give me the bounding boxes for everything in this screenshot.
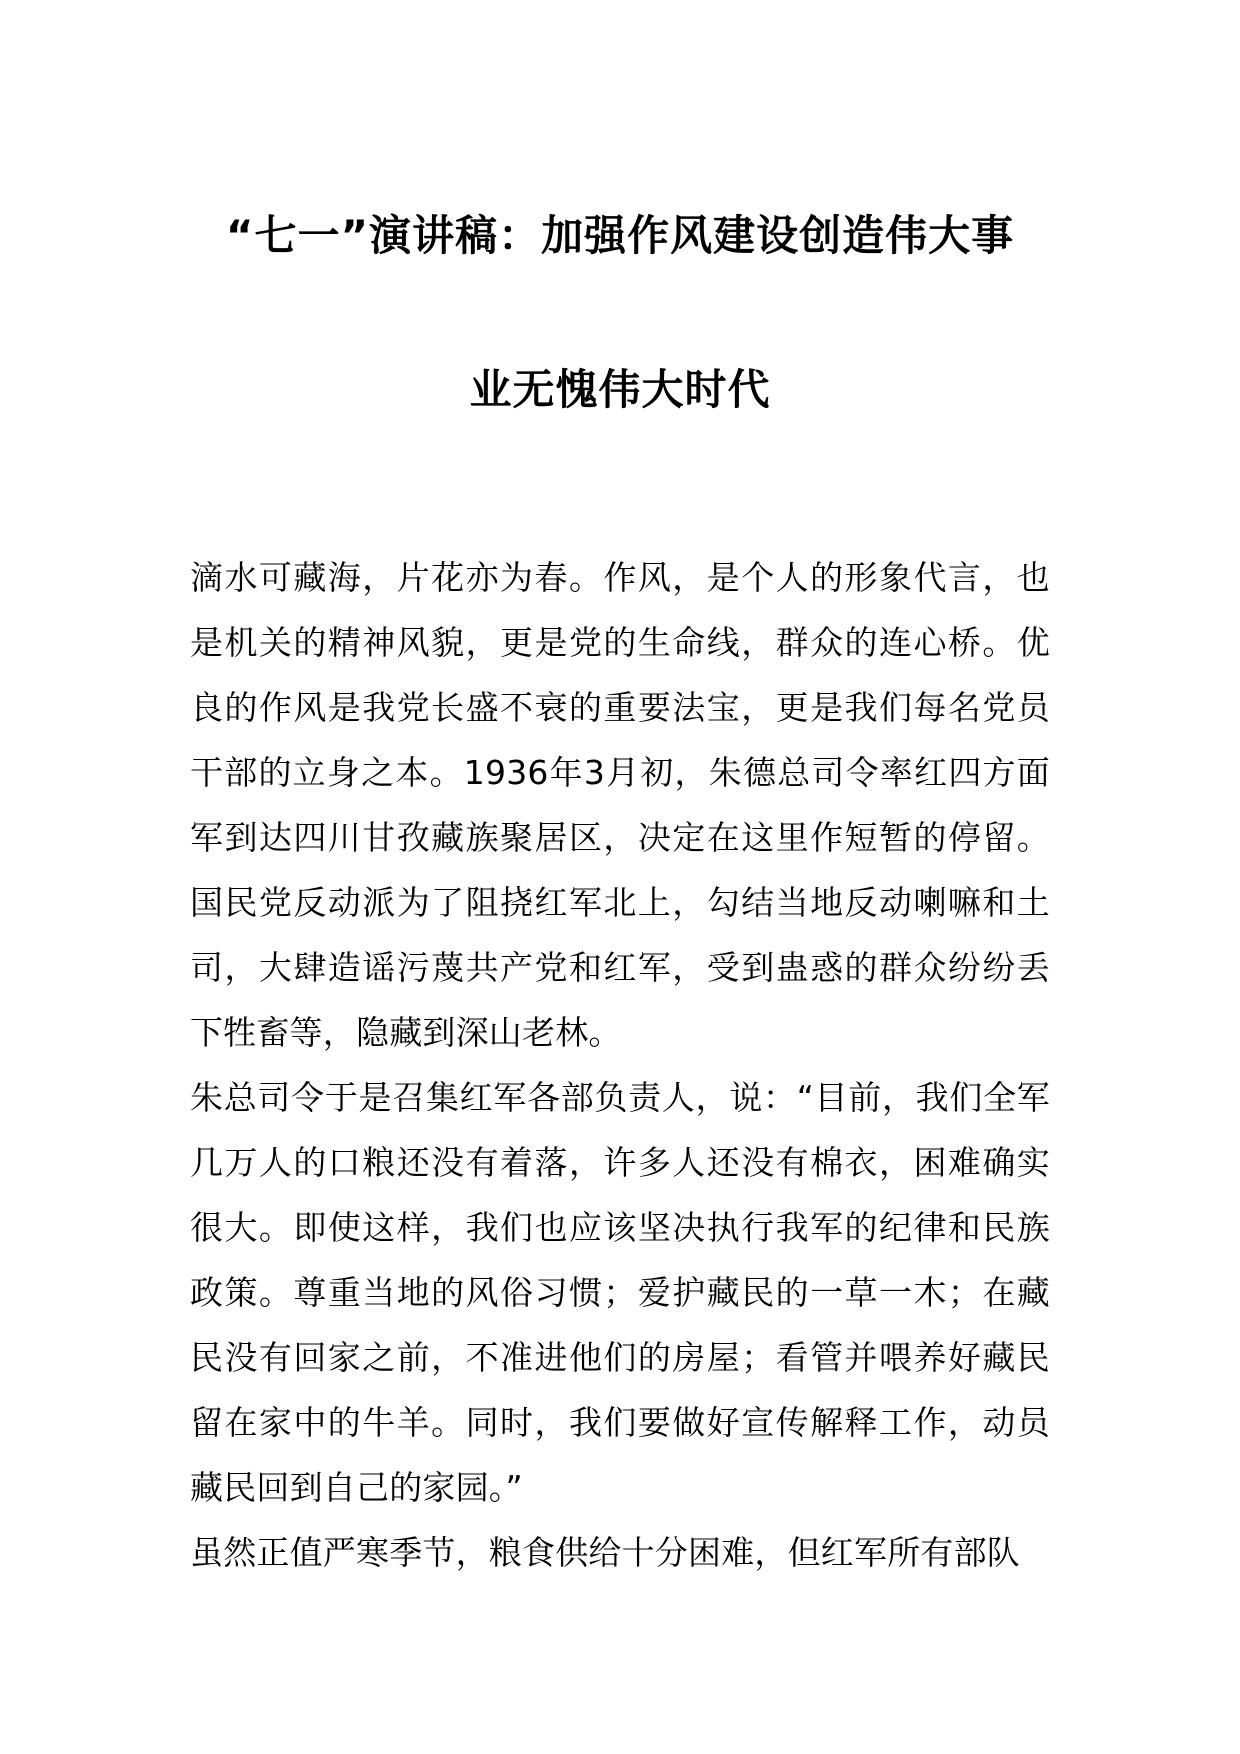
- body-paragraph-3: 虽然正值严寒季节，粮食供给十分困难，但红军所有部队: [190, 1533, 1020, 1572]
- body-paragraph-2: 朱总司令于是召集红军各部负责人，说：“目前，我们全军几万人的口粮还没有着落，许多人还没有棉衣，困难确实很大。即使这样，我们也应该坚决执行我军的纪律和民族政策。尊重当地的风俗习惯；爱护藏民的一草一木；在藏民没有回家之前，不准进他们的房屋；看管并喂养好藏民留在家中的牛羊。同时，我们要做好宣传解释工作，动员藏民回到自己的家园。”: [190, 1078, 1050, 1507]
- document-body: [190, 545, 1050, 1585]
- document-title-line-2: 业无愧伟大时代: [469, 365, 771, 414]
- document-title-line-1: “七一”演讲稿：加强作风建设创造伟大事: [225, 211, 1015, 260]
- body-paragraph-1: 滴水可藏海，片花亦为春。作风，是个人的形象代言，也是机关的精神风貌，更是党的生命线，群众的连心桥。优良的作风是我党长盛不衰的重要法宝，更是我们每名党员干部的立身之本。1936年3月初，朱德总司令率红四方面军到达四川甘孜藏族聚居区，决定在这里作短暂的停留。国民党反动派为了阻挠红军北上，勾结当地反动喇嘛和土司，大肆造谣污蔑共产党和红军，受到蛊惑的群众纷纷丢下牲畜等，隐藏到深山老林。: [190, 558, 1050, 1052]
